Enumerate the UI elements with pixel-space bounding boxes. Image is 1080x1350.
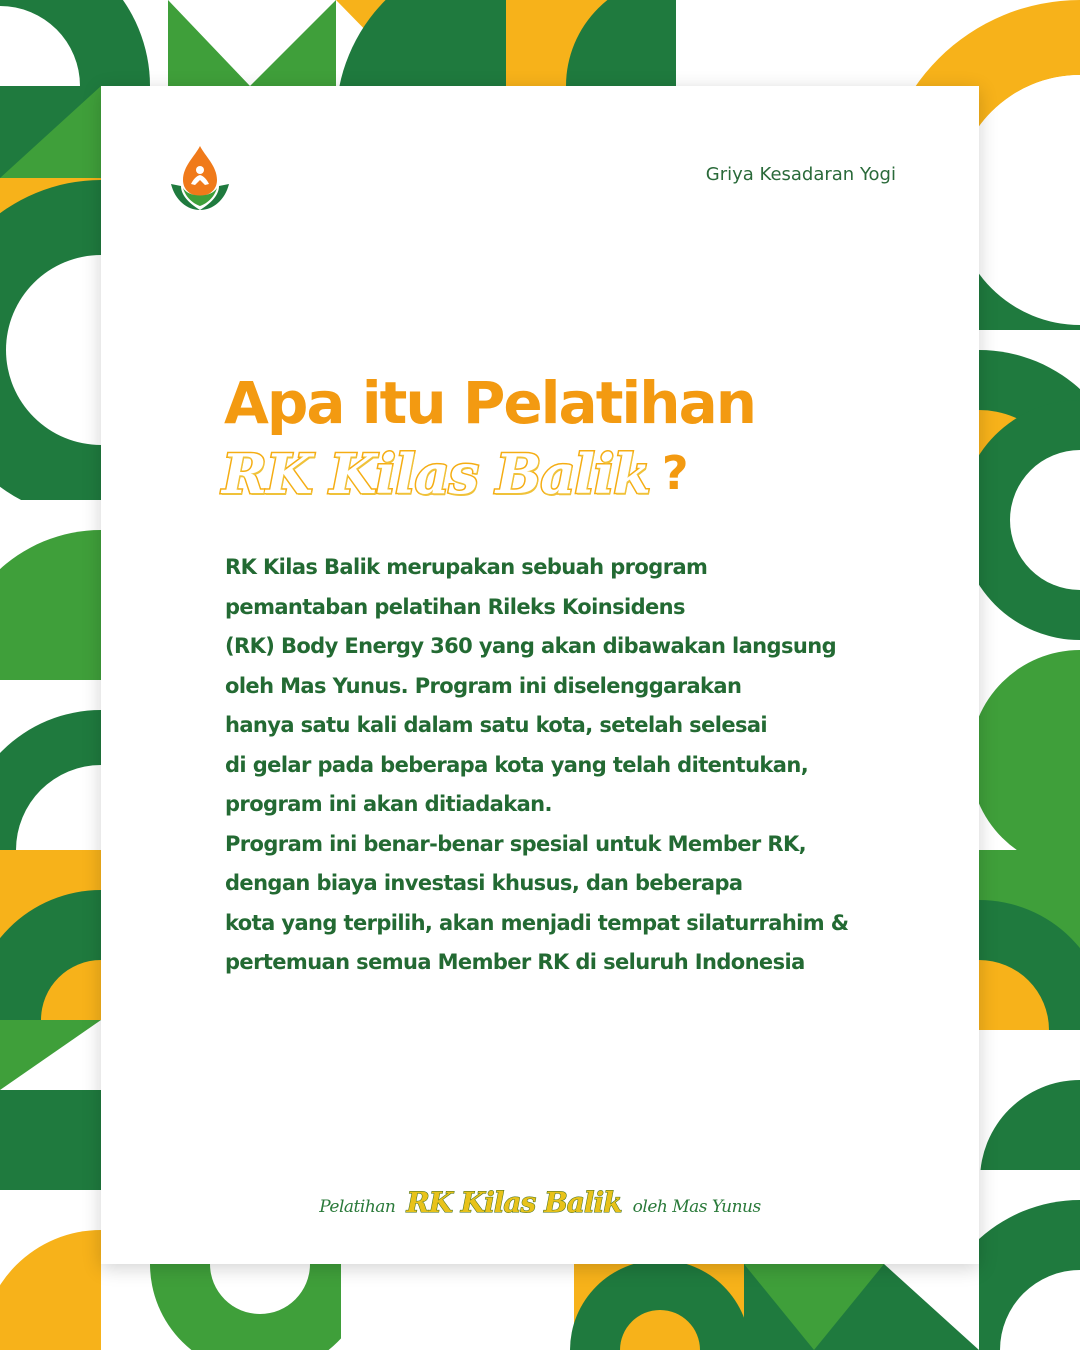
org-name: Griya Kesadaran Yogi — [705, 164, 896, 185]
footer-brand: RK Kilas Balik — [406, 1186, 622, 1219]
description-line: kota yang terpilih, akan menjadi tempat silaturrahim & — [225, 910, 849, 935]
description-line: di gelar pada beberapa kota yang telah ditentukan, — [225, 752, 809, 777]
footer-tagline — [101, 1186, 979, 1219]
description-line: oleh Mas Yunus. Program ini diselenggarakan — [225, 673, 742, 698]
title-line-2 — [222, 442, 689, 506]
description-line: dengan biaya investasi khusus, dan beberapa — [225, 871, 743, 895]
footer-prefix: Pelatihan — [319, 1197, 396, 1217]
title-script: RK Kilas Balik — [222, 442, 650, 506]
footer-suffix: oleh Mas Yunus — [632, 1197, 761, 1217]
description-line: pertemuan semua Member RK di seluruh Indonesia — [225, 950, 805, 974]
yoga-logo-icon — [169, 144, 231, 212]
description-line: pemantaban pelatihan Rileks Koinsidens — [225, 594, 685, 619]
title-question-mark: ? — [661, 446, 689, 500]
description-line: program ini akan ditiadakan. — [225, 792, 552, 816]
description-line: (RK) Body Energy 360 yang akan dibawakan langsung — [225, 634, 836, 658]
description-line: Program ini benar-benar spesial untuk Member RK, — [225, 831, 807, 856]
description-line: hanya satu kali dalam satu kota, setelah selesai — [225, 713, 768, 737]
content-card — [101, 86, 979, 1264]
description — [225, 548, 945, 983]
title-line-1: Apa itu Pelatihan — [224, 369, 756, 437]
description-line: RK Kilas Balik merupakan sebuah program — [225, 555, 708, 579]
